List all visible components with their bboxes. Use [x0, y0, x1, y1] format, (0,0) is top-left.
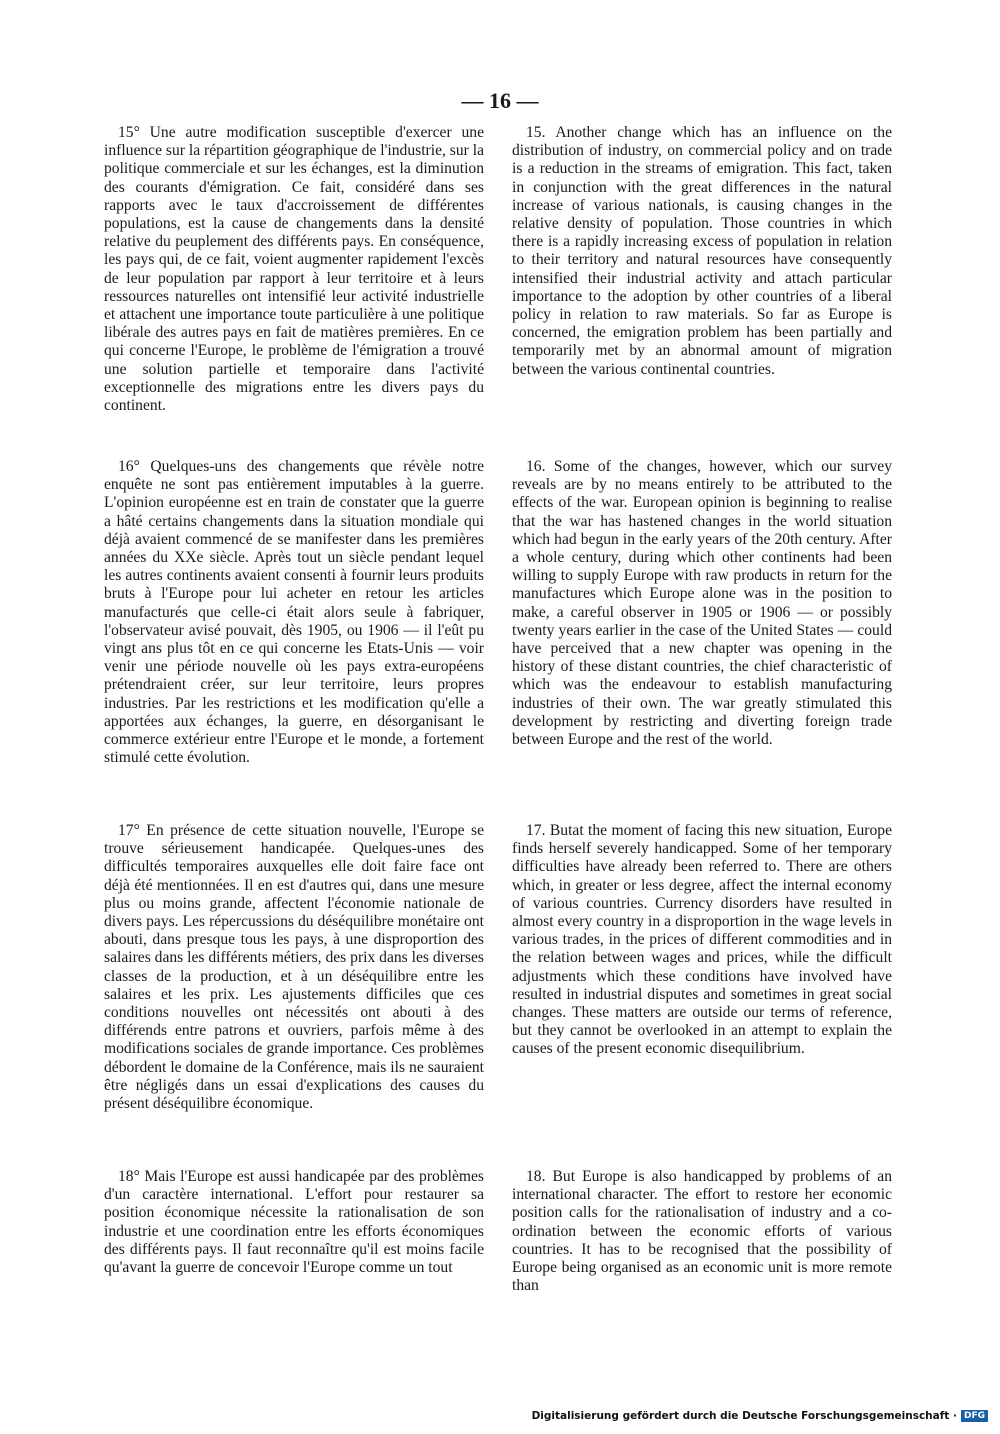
- paragraph-fr-18: 18° Mais l'Europe est aussi handicapée par des problèmes d'un caractère international. L'effort pour restaurer sa position économique nécessite la rationalisation de son industrie et une coordination entre les efforts économiques des différents pays. Il faut reconnaître qu'il est moins facile qu'avant la guerre de concevoir l'Europe comme un tout: [104, 1168, 484, 1277]
- paragraph-en-15: 15. Another change which has an influence on the distribution of industry, on commercial policy and on trade is a reduction in the streams of emigration. This fact, taken in conjunction with the great differences in the natural increase of various nationals, is causing changes in the relative density of population. Those countries in which there is a rapidly increasing excess of population in relation to their territory and natural resources have consequently intensified their industrial activity and attach particular importance to the adoption by other countries of a liberal policy in relation to raw materials. So far as Europe is concerned, the emigration problem has been partially and temporarily met by an abnormal amount of migration between the various continental countries.: [512, 124, 892, 378]
- paragraph-fr-17: 17° En présence de cette situation nouvelle, l'Europe se trouve sérieusement handicapée. Quelques-unes des difficultés temporaires auxquelles elle doit faire face ont déjà été mentionnées. Il en est d'autres qui, dans une mesure plus ou moins grande, affectent l'économie nationale de divers pays. Les répercussions du déséquilibre monétaire ont abouti, dans presque tous les pays, à une disproportion des salaires dans les différents métiers, des prix dans les diverses classes de la production, et à un déséquilibre entre les salaires et les prix. Les ajustements difficiles que ces conditions nouvelles ont nécessités ont abouti à des différends entre patrons et ouvriers, parfois même à des modifications sociales de grande importance. Ces problèmes débordent le domaine de la Conférence, mais ils ne sauraient être négligés dans un essai d'explications des causes du présent déséquilibre économique.: [104, 822, 484, 1113]
- dfg-logo: DFG: [961, 1410, 988, 1422]
- page-number: — 16 —: [461, 88, 539, 113]
- paragraph-fr-16: 16° Quelques-uns des changements que révèle notre enquête ne sont pas entièrement imputables à la guerre. L'opinion européenne est en train de constater que la guerre a hâté certains changements dans la situation mondiale qui déjà avaient commencé de se manifester dans les premières années du XXe siècle. Après tout un siècle pendant lequel les autres continents avaient consenti à fournir leurs produits bruts à l'Europe pour lui acheter en retour les articles manufacturés que celle-ci était alors seule à fabriquer, l'observateur avisé pouvait, dès 1905, ou 1906 — il l'eût pu vingt ans plus tôt en ce qui concerne les Etats-Unis — voir venir une période nouvelle où les pays extra-européens prétendraient créer, sur leur territoire, leurs propres industries. Par les restrictions et les modification qu'elle a apportées aux échanges, la guerre, en désorganisant le commerce extérieur entre l'Europe et le monde, a fortement stimulé cette évolution.: [104, 458, 484, 767]
- paragraph-fr-15: 15° Une autre modification susceptible d'exercer une influence sur la répartition géographique de l'industrie, sur la politique commerciale et sur les échanges, est la diminution des courants d'émigration. Ce fait, considéré dans ses rapports avec le taux d'accroissement de différentes populations, est la cause de changements dans la densité relative du peuplement des différents pays. En conséquence, les pays qui, de ce fait, voient augmenter rapidement l'excès de leur population par rapport à leur territoire et à leurs ressources naturelles ont intensifié leur activité industrielle et attachent une importance toute particulière à une politique libérale des autres pays en fait de matières premières. En ce qui concerne l'Europe, le problème de l'émigration a trouvé une solution partielle et temporaire dans l'activité exceptionnelle des migrations entre les divers pays du continent.: [104, 124, 484, 415]
- credit-text: Digitalisierung gefördert durch die Deutsche Forschungsgemeinschaft ·: [531, 1410, 957, 1422]
- digitization-credit: [532, 1410, 988, 1422]
- paragraph-en-18: 18. But Europe is also handicapped by problems of an international character. The effort to restore her economic position calls for the rationalisation of industry and a co-ordination between the economic efforts of various countries. It has to be recognised that the possibility of Europe being organised as an economic unit is more remote than: [512, 1168, 892, 1295]
- paragraph-en-16: 16. Some of the changes, however, which our survey reveals are by no means entirely to be attributed to the effects of the war. European opinion is beginning to realise that the war has hastened changes in the world situation which had begun in the early years of the 20th century. After a whole century, during which other continents had been willing to supply Europe with raw products in return for the manufactures which Europe alone was in the position to make, a careful observer in 1905 or 1906 — or possibly twenty years earlier in the case of the United States — could have perceived that a new chapter was opening in the history of these distant countries, the chief characteristic of which was the endeavour to establish manufacturing industries of their own. The war greatly stimulated this development by restricting and diverting foreign trade between Europe and the rest of the world.: [512, 458, 892, 749]
- paragraph-en-17: 17. Butat the moment of facing this new situation, Europe finds herself severely handicapped. Some of her temporary difficulties have already been referred to. There are others which, in greater or less degree, affect the internal economy of various countries. Currency disorders have resulted in almost every country in a disproportion in the wage levels in various trades, in the prices of different commodities and in the relation between wages and prices, while the difficult adjustments which these conditions have involved have resulted in industrial disputes and sometimes in great social changes. These matters are outside our terms of reference, but they cannot be overlooked in an attempt to explain the causes of the present economic disequilibrium.: [512, 822, 892, 1058]
